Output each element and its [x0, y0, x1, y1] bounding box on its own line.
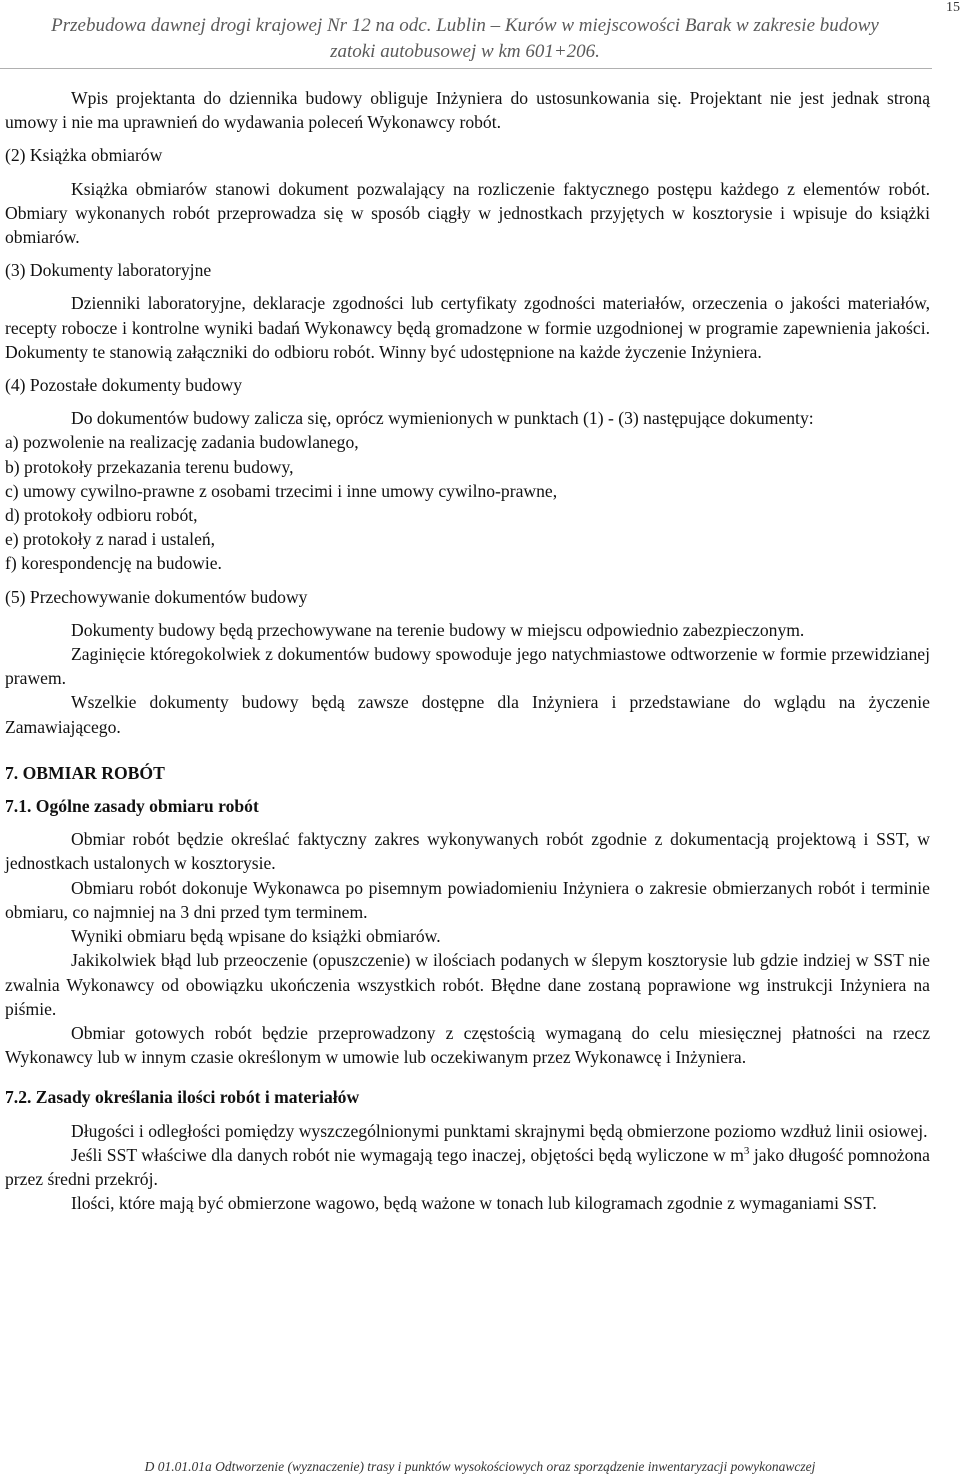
- header-divider: [0, 68, 932, 69]
- paragraph: Obmiar gotowych robót będzie przeprowadzony z częstością wymaganą do celu miesięcznej płatności na rzecz Wykonawcy lub w innym czasie określonym w umowie lub oczekiwanym przez Wykonawcę i Inżyniera.: [5, 1022, 930, 1068]
- header-title-line-2: zatoki autobusowej w km 601+206.: [330, 41, 600, 62]
- list-item: b) protokoły przekazania terenu budowy,: [5, 456, 294, 477]
- paragraph: Ilości, które mają być obmierzone wagowo, będą ważone w tonach lub kilogramach zgodnie z wymaganiami SST.: [71, 1193, 877, 1214]
- paragraph: Dokumenty budowy będą przechowywane na terenie budowy w miejscu odpowiednio zabezpieczonym.: [71, 619, 805, 640]
- list-item: c) umowy cywilno-prawne z osobami trzecimi i inne umowy cywilno-prawne,: [5, 480, 558, 501]
- subsection-heading: (4) Pozostałe dokumenty budowy: [5, 375, 242, 396]
- subsection-heading: (3) Dokumenty laboratoryjne: [5, 260, 212, 281]
- paragraph: Długości i odległości pomiędzy wyszczególnionymi punktami skrajnymi będą obmierzone poziomo wzdłuż linii osiowej.: [71, 1120, 928, 1141]
- paragraph: Do dokumentów budowy zalicza się, oprócz wymienionych w punktach (1) - (3) następujące dokumenty:: [71, 408, 814, 429]
- list-item: e) protokoły z narad i ustaleń,: [5, 529, 216, 550]
- paragraph-text: jako długość pomnożona przez średni przekrój.: [5, 1144, 930, 1189]
- page-footer: D 01.01.01a Odtworzenie (wyznaczenie) trasy i punktów wysokościowych oraz sporządzenie inwentaryzacji powykonawczej: [144, 1459, 816, 1474]
- paragraph: Książka obmiarów stanowi dokument pozwalający na rozliczenie faktycznego postępu każdego z elementów robót. Obmiary wykonanych robót przeprowadza się w sposób ciągły w jednostkach przyjętych w kosztorysie i wpisuje do książki obmiarów.: [5, 178, 930, 248]
- header-title-line-1: Przebudowa dawnej drogi krajowej Nr 12 na odc. Lublin – Kurów w miejscowości Barak w zakresie budowy: [51, 15, 879, 36]
- paragraph: Wszelkie dokumenty budowy będą zawsze dostępne dla Inżyniera i przedstawiane do wglądu na życzenie Zamawiającego.: [5, 692, 930, 737]
- list-item: a) pozwolenie na realizację zadania budowlanego,: [5, 432, 359, 453]
- paragraph: Wpis projektanta do dziennika budowy obliguje Inżyniera do ustosunkowania się. Projektant nie jest jednak stroną umowy i nie ma uprawnień do wydawania poleceń Wykonawcy robót.: [5, 88, 930, 133]
- section-heading: 7.2. Zasady określania ilości robót i materiałów: [5, 1087, 360, 1108]
- paragraph: Obmiar robót będzie określać faktyczny zakres wykonywanych robót zgodnie z dokumentacją projektową i SST, w jednostkach ustalonych w kosztorysie.: [5, 829, 930, 874]
- subsection-heading: (5) Przechowywanie dokumentów budowy: [5, 586, 308, 607]
- paragraph: Dzienniki laboratoryjne, deklaracje zgodności lub certyfikaty zgodności materiałów, orzeczenia o jakości materiałów, recepty robocze i kontrolne wyniki badań Wykonawcy będą gromadzone w formie uzgodnionej w programie zapewnienia jakości. Dokumenty te stanowią załączniki do odbioru robót. Winny być udostępnione na każde życzenie Inżyniera.: [5, 293, 930, 362]
- paragraph: Wyniki obmiaru będą wpisane do książki obmiarów.: [71, 926, 441, 947]
- superscript: 3: [743, 1144, 750, 1157]
- section-heading: 7. OBMIAR ROBÓT: [5, 762, 165, 783]
- page-header: [0, 0, 960, 70]
- document-list: [5, 430, 930, 575]
- list-item: d) protokoły odbioru robót,: [5, 505, 198, 526]
- document-body: [5, 86, 930, 1215]
- paragraph: [5, 1143, 930, 1191]
- paragraph: Obmiaru robót dokonuje Wykonawca po pisemnym powiadomieniu Inżyniera o zakresie obmierzanych robót i terminie obmiaru, co najmniej na 3 dni przed tym terminem.: [5, 877, 930, 922]
- page-number: 15: [946, 0, 960, 15]
- paragraph: Zaginięcie któregokolwiek z dokumentów budowy spowoduje jego natychmiastowe odtworzenie w formie przewidzianej prawem.: [5, 644, 930, 689]
- section-heading: 7.1. Ogólne zasady obmiaru robót: [5, 796, 259, 817]
- list-item: f) korespondencję na budowie.: [5, 553, 222, 574]
- subsection-heading: (2) Książka obmiarów: [5, 145, 163, 166]
- paragraph: Jakikolwiek błąd lub przeoczenie (opuszczenie) w ilościach podanych w ślepym kosztorysie lub gdzie indziej w SST nie zwalnia Wykonawcy od obowiązku ukończenia wszystkich robót. Błędne dane zostaną poprawione wg instrukcji Inżyniera na piśmie.: [5, 950, 930, 1019]
- paragraph-text: Jeśli SST właściwe dla danych robót nie wymagają tego inaczej, objętości będą wyliczone w m: [71, 1144, 744, 1165]
